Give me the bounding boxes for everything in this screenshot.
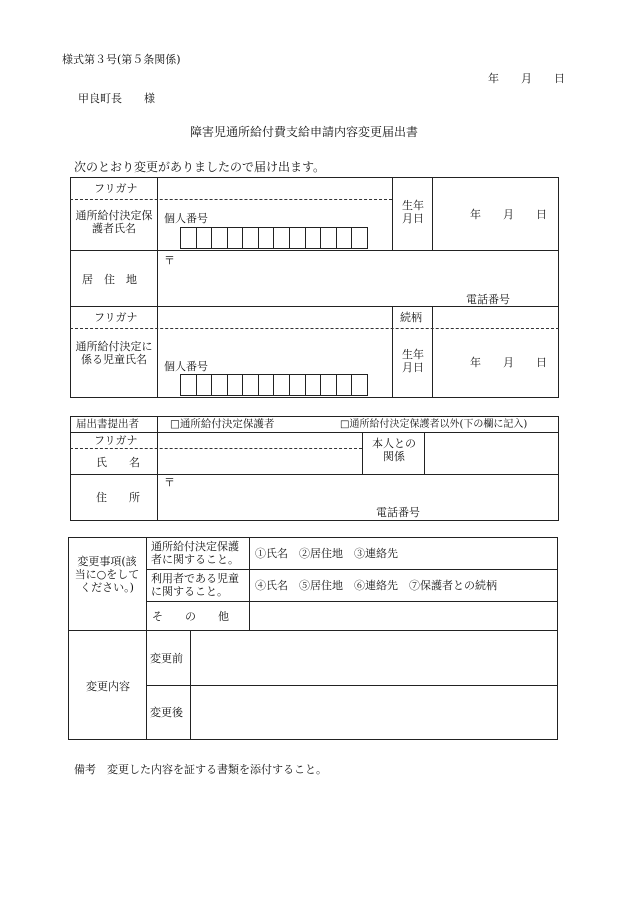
relation-label-submitter: 本人との関係 xyxy=(372,437,416,463)
after-field[interactable] xyxy=(192,687,556,739)
before-field[interactable] xyxy=(192,632,556,684)
phone-label-submitter: 電話番号 xyxy=(376,506,420,519)
dashed-divider xyxy=(70,328,559,329)
footer-note: 備考 変更した内容を証する書類を添付すること。 xyxy=(74,763,327,776)
before-label: 変更前 xyxy=(150,652,183,665)
row-divider xyxy=(68,630,558,631)
form-number: 様式第３号(第５条関係) xyxy=(62,53,181,66)
change-content-label: 変更内容 xyxy=(86,680,130,693)
row-divider xyxy=(70,432,559,433)
row-divider xyxy=(146,569,558,570)
header-date: 年 月 日 xyxy=(488,72,565,85)
change-items-label: 変更事項(該当に○をしてください。) xyxy=(74,555,140,594)
col-divider xyxy=(249,537,250,630)
birth-date-value: 年 月 日 xyxy=(470,208,547,221)
col-divider xyxy=(157,177,158,398)
guardian-change-label: 通所給付決定保護者に関すること。 xyxy=(151,540,239,566)
furigana-label: フリガナ xyxy=(94,182,138,195)
address-label-submitter: 住 所 xyxy=(96,491,140,504)
col-divider xyxy=(362,432,363,474)
submitter-label: 届出書提出者 xyxy=(76,418,139,430)
addressee: 甲良町長 様 xyxy=(78,92,155,105)
row-divider xyxy=(70,474,559,475)
my-number-label: 個人番号 xyxy=(164,212,208,225)
name-label: 氏 名 xyxy=(96,456,140,469)
dashed-divider xyxy=(70,199,392,200)
furigana-label-submitter: フリガナ xyxy=(94,434,138,447)
dashed-divider xyxy=(70,448,362,449)
row-divider xyxy=(146,601,558,602)
postal-mark: 〒 xyxy=(164,254,175,267)
relation-label: 続柄 xyxy=(400,311,422,324)
col-divider xyxy=(392,177,393,250)
col-divider xyxy=(432,177,433,250)
row-divider xyxy=(70,306,559,307)
my-number-boxes[interactable] xyxy=(180,227,368,249)
my-number-label-child: 個人番号 xyxy=(164,360,208,373)
col-divider xyxy=(424,432,425,474)
furigana-label-child: フリガナ xyxy=(94,311,138,324)
row-divider xyxy=(146,685,558,686)
guardian-name-label: 通所給付決定保護者氏名 xyxy=(75,209,153,235)
phone-label: 電話番号 xyxy=(466,293,510,306)
postal-mark-submitter: 〒 xyxy=(164,476,175,489)
child-change-options[interactable]: ④氏名 ⑤居住地 ⑥連絡先 ⑦保護者との続柄 xyxy=(255,579,497,592)
col-divider xyxy=(146,537,147,740)
birth-date-label: 生年月日 xyxy=(402,199,424,225)
option-other-checkbox[interactable]: □通所給付決定保護者以外(下の欄に記入) xyxy=(340,419,528,430)
col-divider xyxy=(432,306,433,398)
my-number-boxes-child[interactable] xyxy=(180,374,368,396)
intro-text: 次のとおり変更がありましたので届け出ます。 xyxy=(74,160,326,174)
child-name-label: 通所給付決定に係る児童氏名 xyxy=(75,340,153,366)
birth-date-value-child: 年 月 日 xyxy=(470,356,547,369)
col-divider xyxy=(392,306,393,398)
birth-date-label-child: 生年月日 xyxy=(402,348,424,374)
page-title: 障害児通所給付費支給申請内容変更届出書 xyxy=(190,125,419,139)
after-label: 変更後 xyxy=(150,706,183,719)
child-change-label: 利用者である児童に関すること。 xyxy=(151,572,239,598)
other-label: そ の 他 xyxy=(152,610,229,623)
option-guardian-checkbox[interactable]: □通所給付決定保護者 xyxy=(170,418,275,430)
row-divider xyxy=(70,250,559,251)
address-label: 居 住 地 xyxy=(82,273,137,286)
guardian-change-options[interactable]: ①氏名 ②居住地 ③連絡先 xyxy=(255,547,398,560)
